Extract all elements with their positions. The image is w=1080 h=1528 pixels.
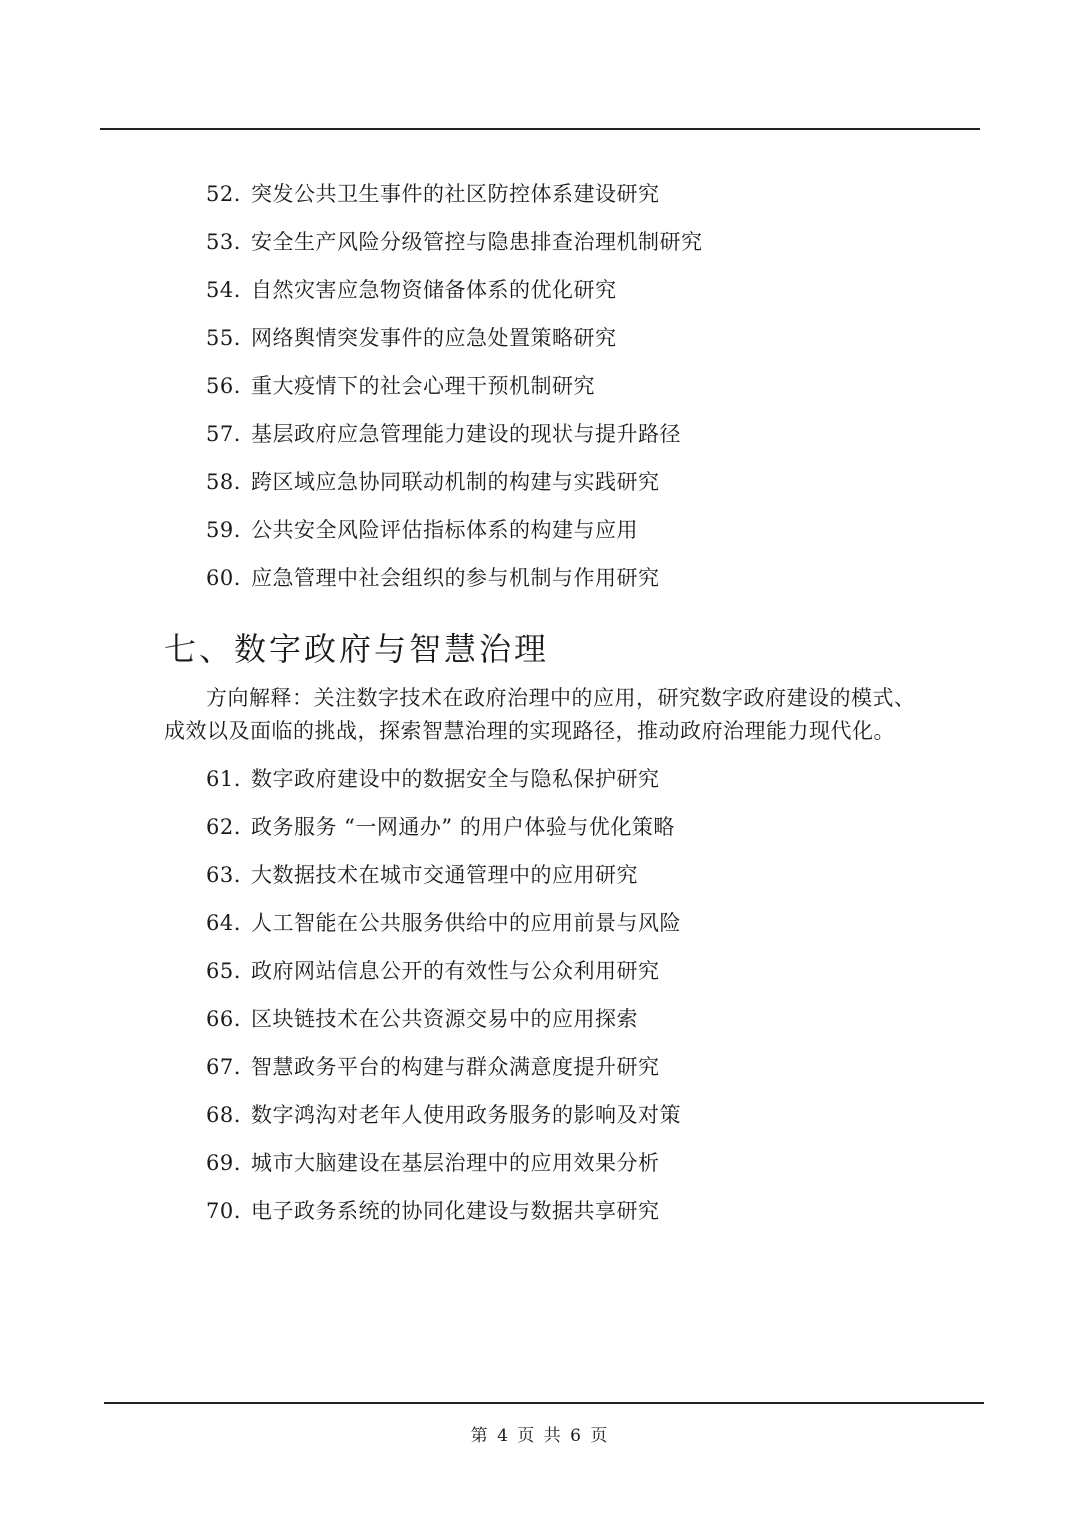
list-item bbox=[206, 813, 675, 841]
list-item bbox=[206, 1101, 681, 1129]
item-text: 数字政府建设中的数据安全与隐私保护研究 bbox=[251, 767, 660, 791]
list-item bbox=[206, 180, 660, 208]
list-item bbox=[206, 468, 660, 496]
item-text: 跨区域应急协同联动机制的构建与实践研究 bbox=[251, 470, 660, 494]
page-number: 第 4 页 共 6 页 bbox=[470, 1426, 610, 1446]
list-item bbox=[206, 1149, 660, 1177]
item-text: 城市大脑建设在基层治理中的应用效果分析 bbox=[251, 1151, 660, 1175]
item-number: 65. bbox=[206, 959, 241, 983]
item-number: 58. bbox=[206, 470, 241, 494]
list-item bbox=[206, 861, 638, 889]
item-number: 69. bbox=[206, 1151, 241, 1175]
item-number: 62. bbox=[206, 815, 241, 839]
list-item bbox=[206, 324, 617, 352]
item-number: 52. bbox=[206, 182, 241, 206]
item-number: 68. bbox=[206, 1103, 241, 1127]
list-item bbox=[206, 564, 660, 592]
list-item bbox=[206, 1005, 638, 1033]
list-item bbox=[206, 372, 595, 400]
item-number: 57. bbox=[206, 422, 241, 446]
item-text: 应急管理中社会组织的参与机制与作用研究 bbox=[251, 566, 660, 590]
item-text: 基层政府应急管理能力建设的现状与提升路径 bbox=[251, 422, 681, 446]
item-text: 突发公共卫生事件的社区防控体系建设研究 bbox=[251, 182, 660, 206]
list-item bbox=[206, 420, 681, 448]
item-text: 公共安全风险评估指标体系的构建与应用 bbox=[251, 518, 638, 542]
list-item bbox=[206, 765, 660, 793]
item-number: 70. bbox=[206, 1199, 241, 1223]
item-number: 67. bbox=[206, 1055, 241, 1079]
item-number: 59. bbox=[206, 518, 241, 542]
item-text: 智慧政务平台的构建与群众满意度提升研究 bbox=[251, 1055, 660, 1079]
item-number: 66. bbox=[206, 1007, 241, 1031]
item-number: 54. bbox=[206, 278, 241, 302]
section-description-line-1: 方向解释：关注数字技术在政府治理中的应用，研究数字政府建设的模式、 bbox=[206, 686, 916, 710]
list-item bbox=[206, 276, 617, 304]
item-number: 53. bbox=[206, 230, 241, 254]
item-text: 大数据技术在城市交通管理中的应用研究 bbox=[251, 863, 638, 887]
list-item bbox=[206, 516, 638, 544]
item-text: 自然灾害应急物资储备体系的优化研究 bbox=[251, 278, 617, 302]
list-item bbox=[206, 909, 681, 937]
item-number: 55. bbox=[206, 326, 241, 350]
item-number: 60. bbox=[206, 566, 241, 590]
item-number: 56. bbox=[206, 374, 241, 398]
item-text: 政府网站信息公开的有效性与公众利用研究 bbox=[251, 959, 660, 983]
item-number: 63. bbox=[206, 863, 241, 887]
list-item bbox=[206, 1053, 660, 1081]
section-description-line-2: 成效以及面临的挑战，探索智慧治理的实现路径，推动政府治理能力现代化。 bbox=[164, 719, 895, 743]
item-text: 数字鸿沟对老年人使用政务服务的影响及对策 bbox=[251, 1103, 681, 1127]
item-text: 网络舆情突发事件的应急处置策略研究 bbox=[251, 326, 617, 350]
item-number: 61. bbox=[206, 767, 241, 791]
list-item bbox=[206, 228, 703, 256]
list-item bbox=[206, 1197, 660, 1225]
list-item bbox=[206, 957, 660, 985]
item-text: 政务服务 “一网通办” 的用户体验与优化策略 bbox=[251, 815, 675, 839]
footer-rule bbox=[104, 1402, 984, 1404]
section-heading: 七、数字政府与智慧治理 bbox=[164, 630, 550, 668]
item-text: 人工智能在公共服务供给中的应用前景与风险 bbox=[251, 911, 681, 935]
header-rule bbox=[100, 128, 980, 130]
item-number: 64. bbox=[206, 911, 241, 935]
item-text: 安全生产风险分级管控与隐患排查治理机制研究 bbox=[251, 230, 703, 254]
item-text: 区块链技术在公共资源交易中的应用探索 bbox=[251, 1007, 638, 1031]
item-text: 电子政务系统的协同化建设与数据共享研究 bbox=[251, 1199, 660, 1223]
item-text: 重大疫情下的社会心理干预机制研究 bbox=[251, 374, 595, 398]
